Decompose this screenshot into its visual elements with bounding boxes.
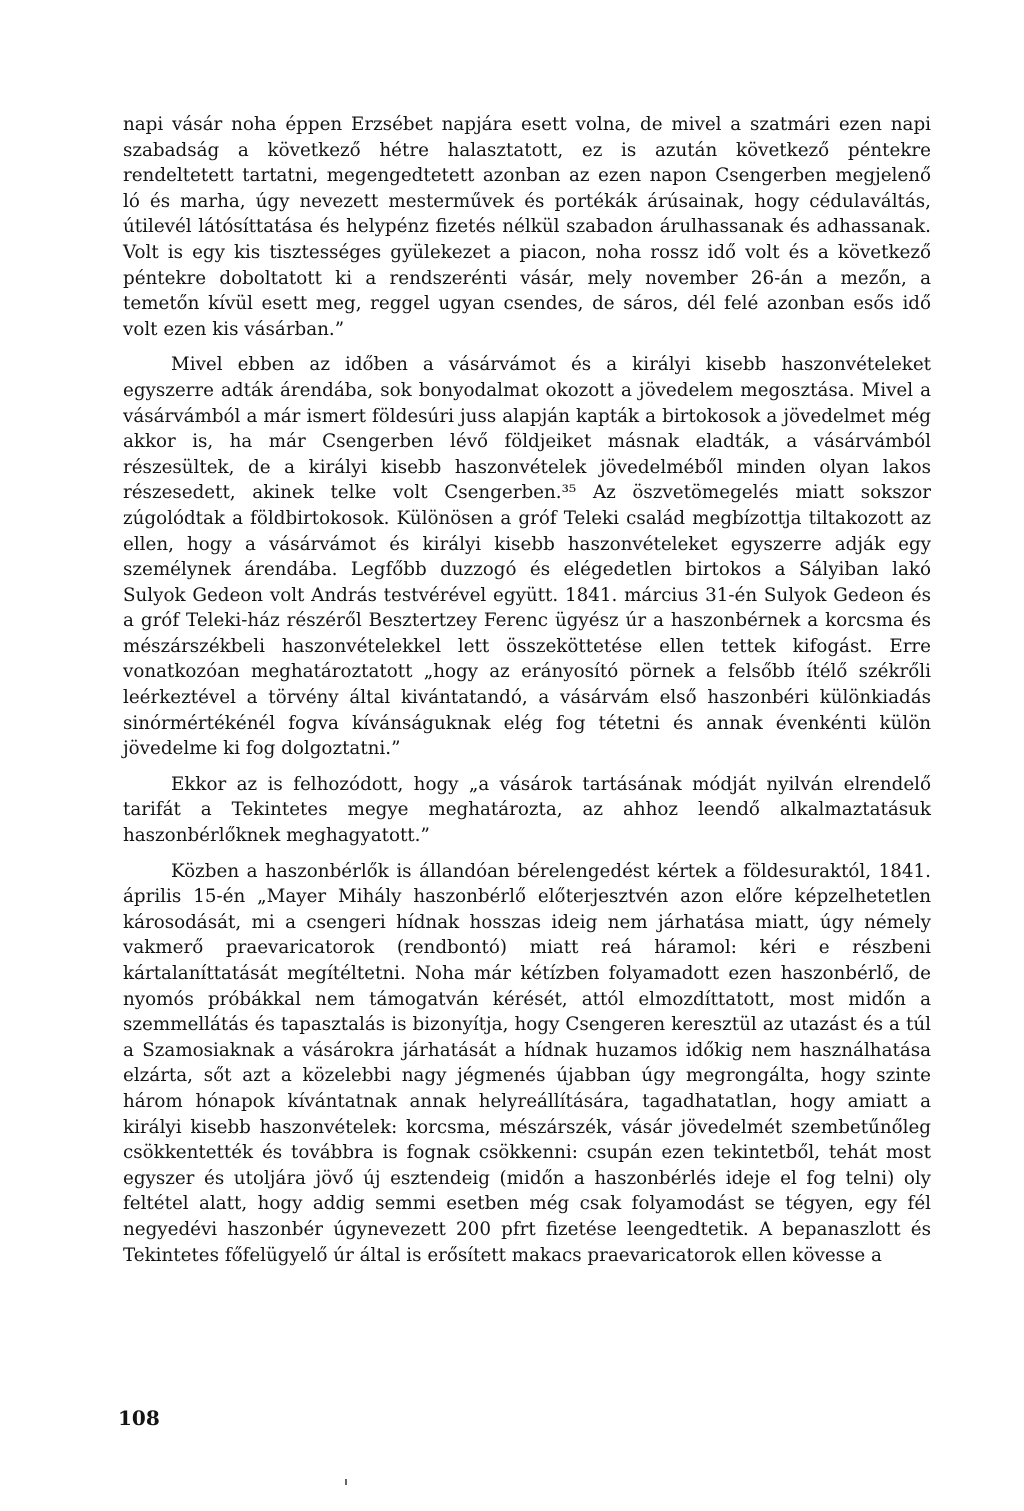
- page-body: [123, 112, 931, 1268]
- paragraph-1: napi vásár noha éppen Erzsébet napjára esett volna, de mivel a szatmári ezen napi szabadság a következő hétre halasztatott, ez is azután következő péntekre rendeltetett tartatni, megengedtetett azonban az ezen napon Csengerben megjelenő ló és marha, úgy nevezett mesterművek és portékák árúsainak, hogy cédulaváltás, útilevél látósíttatása és helypénz fizetés nélkül szabadon árulhassanak és adhassanak. Volt is egy kis tisztességes gyülekezet a piacon, noha rossz idő volt és a következő péntekre doboltatott ki a rendszerénti vásár, mely november 26-án a mezőn, a temetőn kívül esett meg, reggel ugyan csendes, de sáros, dél felé azonban esős idő volt ezen kis vásárban.”: [123, 114, 931, 340]
- paragraph-3: Ekkor az is felhozódott, hogy „a vásárok tartásának módját nyilván elrendelő tarifát a Tekintetes megye meghatározta, az ahhoz leendő alkalmaztatásuk haszonbérlőknek meghagyatott.”: [123, 773, 931, 847]
- paragraph-2: Mivel ebben az időben a vásárvámot és a királyi kisebb haszonvételeket egyszerre adták árendába, sok bonyodalmat okozott a jövedelem megosztása. Mivel a vásárvámból a már ismert földesúri juss alapján kapták a birtokosok a jövedelmet még akkor is, ha már Csengerben lévő földjeiket másnak eladták, a vásárvámból részesültek, de a királyi kisebb haszonvételek jövedelméből minden olyan lakos részesedett, akinek telke volt Csengerben.³⁵ Az öszvetömegelés miatt sokszor zúgolódtak a földbirtokosok. Különösen a gróf Teleki család megbízottja tiltakozott az ellen, hogy a vásárvámot és királyi kisebb haszonvételeket egyszerre adják egy személynek árendába. Legfőbb duzzogó és elégedetlen birtokos a Sályiban lakó Sulyok Gedeon volt András testvérével együtt. 1841. március 31-én Sulyok Gedeon és a gróf Teleki-ház részéről Besztertzey Ferenc ügyész úr a haszonbérnek a korcsma és mészárszékbeli haszonvételekkel lett összeköttetése ellen tettek kifogást. Erre vonatkozóan meghatároztatott „hogy az erányosító pörnek a felsőbb ítélő székrőli leérkeztével a törvény által kivántatandó, a vásárvám első haszonbéri különkiadás sinórmértékénél fogva kívánságuknak elég fog tétetni és annak évenkénti külön jövedelme ki fog dolgoztatni.”: [123, 354, 931, 760]
- page-number: 108: [118, 1406, 160, 1430]
- scan-speck: [345, 1479, 347, 1485]
- paragraph-4: Közben a haszonbérlők is állandóan bérelengedést kértek a földesuraktól, 1841. április 15-én „Mayer Mihály haszonbérlő előterjesztvén azon előre képzelhetetlen károsodását, mi a csengeri hídnak hosszas ideig nem járhatása miatt, úgy némely vakmerő praevaricatorok (rendbontó) miatt reá háramol: kéri e részbeni kártalaníttatását megítéltetni. Noha már kétízben folyamadott ezen haszonbérlő, de nyomós próbákkal nem támogatván kérését, attól elmozdíttatott, most midőn a szemmellátás és tapasztalás is bizonyítja, hogy Csengeren keresztül az utazást és a túl a Szamosiaknak a vásárokra járhatását a hídnak huzamos időkig nem használhatása elzárta, sőt azt a közelebbi nagy jégmenés újabban úgy megrongálta, hogy szinte három hónapok kívántatnak annak helyreállítására, tagadhatatlan, hogy amiatt a királyi kisebb haszonvételek: korcsma, mészárszék, vásár jövedelmét szembetűnőleg csökkentették és továbbra is fognak csökkenni: csupán ezen tekintetből, tehát most egyszer és utoljára jövő új esztendeig (midőn a haszonbérlés ideje el fog telni) oly feltétel alatt, hogy addig semmi esetben még csak folyamodást se tégyen, egy fél negyedévi haszonbér úgynevezett 200 pfrt fizetése leengedtetik. A bepanaszlott és Tekintetes főfelügyelő úr által is erősített makacs praevaricatorok ellen kövesse a: [123, 860, 931, 1266]
